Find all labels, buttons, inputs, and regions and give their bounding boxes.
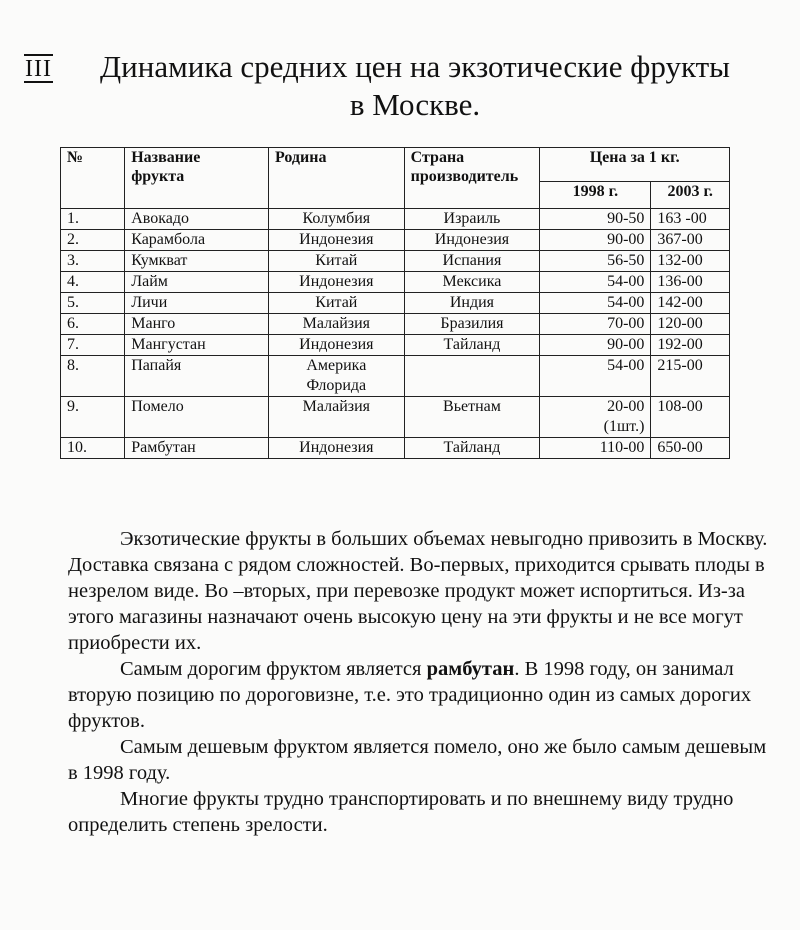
paragraph-2: [68, 656, 778, 734]
cell-number: 8.: [61, 356, 125, 397]
section-number: III: [25, 56, 52, 82]
cell-homeland: Индонезия: [269, 272, 405, 293]
cell-number: 10.: [61, 438, 125, 459]
table-row: [61, 356, 730, 397]
header-producer-country: Страна производитель: [404, 148, 540, 209]
cell-price-1998: 56-50: [540, 251, 651, 272]
cell-producer-country: Тайланд: [404, 335, 540, 356]
table-row: [61, 251, 730, 272]
cell-number: 4.: [61, 272, 125, 293]
table-row: [61, 335, 730, 356]
cell-homeland: Индонезия: [269, 438, 405, 459]
cell-price-2003: 142-00: [651, 293, 730, 314]
paragraph-2-start: Самым дорогим фруктом является: [120, 658, 427, 680]
paragraph-3: Самым дешевым фруктом является помело, оно же было самым дешевым в 1998 году.: [68, 736, 767, 784]
cell-homeland: Малайзия: [269, 397, 405, 438]
cell-homeland: Китай: [269, 293, 405, 314]
cell-producer-country: Мексика: [404, 272, 540, 293]
cell-producer-country: Индонезия: [404, 230, 540, 251]
paragraph-1: Экзотические фрукты в больших объемах невыгодно привозить в Москву. Доставка связана с рядом сложностей. Во-первых, приходится срывать плоды в незрелом виде. Во –вторых, при перевозке продукт может испортиться. Из-за этого магазины назначают очень высокую цену на эти фрукты и не все могут приобрести их.: [68, 528, 768, 654]
cell-price-1998: 110-00: [540, 438, 651, 459]
cell-price-1998: 70-00: [540, 314, 651, 335]
header-fruit-name: Название фрукта: [125, 148, 269, 209]
cell-number: 9.: [61, 397, 125, 438]
cell-price-2003: 108-00: [651, 397, 730, 438]
page-title: [70, 48, 760, 124]
cell-price-2003: 192-00: [651, 335, 730, 356]
header-year-1998: 1998 г.: [540, 182, 651, 209]
header-homeland: Родина: [269, 148, 405, 209]
cell-fruit-name: Рамбутан: [125, 438, 269, 459]
table-header-row: [61, 148, 730, 182]
cell-fruit-name: Авокадо: [125, 209, 269, 230]
cell-homeland: Индонезия: [269, 335, 405, 356]
table-row: [61, 272, 730, 293]
cell-price-2003: 163 -00: [651, 209, 730, 230]
title-line-1: Динамика средних цен на экзотические фрукты: [100, 49, 730, 84]
cell-price-1998: 90-00: [540, 335, 651, 356]
table-row: [61, 209, 730, 230]
cell-fruit-name: Лайм: [125, 272, 269, 293]
cell-price-2003: 367-00: [651, 230, 730, 251]
cell-number: 7.: [61, 335, 125, 356]
table-row: [61, 397, 730, 438]
cell-price-1998: 54-00: [540, 293, 651, 314]
cell-price-1998: 20-00 (1шт.): [540, 397, 651, 438]
cell-homeland: Малайзия: [269, 314, 405, 335]
cell-price-2003: 215-00: [651, 356, 730, 397]
cell-producer-country: [404, 356, 540, 397]
cell-homeland: Индонезия: [269, 230, 405, 251]
header-number: №: [61, 148, 125, 209]
cell-number: 3.: [61, 251, 125, 272]
cell-producer-country: Индия: [404, 293, 540, 314]
cell-producer-country: Бразилия: [404, 314, 540, 335]
cell-price-2003: 132-00: [651, 251, 730, 272]
title-line-2: в Москве.: [349, 87, 481, 122]
table-row: [61, 314, 730, 335]
cell-price-1998: 90-50: [540, 209, 651, 230]
cell-price-2003: 120-00: [651, 314, 730, 335]
cell-price-1998: 90-00: [540, 230, 651, 251]
cell-producer-country: Израиль: [404, 209, 540, 230]
prices-table: [60, 147, 730, 459]
cell-number: 2.: [61, 230, 125, 251]
table-row: [61, 438, 730, 459]
paragraph-2-bold: рамбутан: [426, 658, 515, 680]
cell-fruit-name: Помело: [125, 397, 269, 438]
cell-fruit-name: Карамбола: [125, 230, 269, 251]
cell-fruit-name: Личи: [125, 293, 269, 314]
table-row: [61, 293, 730, 314]
cell-price-2003: 136-00: [651, 272, 730, 293]
cell-homeland: Америка Флорида: [269, 356, 405, 397]
header-price: Цена за 1 кг.: [540, 148, 730, 182]
cell-price-2003: 650-00: [651, 438, 730, 459]
cell-producer-country: Испания: [404, 251, 540, 272]
paragraph-2-end: . В 1998 году, он занимал вторую позицию по дороговизне, т.е. это традиционно один из самых дорогих фруктов.: [68, 658, 752, 732]
cell-fruit-name: Кумкват: [125, 251, 269, 272]
cell-homeland: Китай: [269, 251, 405, 272]
cell-number: 6.: [61, 314, 125, 335]
header-year-2003: 2003 г.: [651, 182, 730, 209]
paragraph-4: Многие фрукты трудно транспортировать и по внешнему виду трудно определить степень зрелости.: [68, 788, 734, 836]
table-row: [61, 230, 730, 251]
cell-fruit-name: Мангустан: [125, 335, 269, 356]
cell-number: 5.: [61, 293, 125, 314]
cell-fruit-name: Манго: [125, 314, 269, 335]
cell-price-1998: 54-00: [540, 272, 651, 293]
cell-number: 1.: [61, 209, 125, 230]
cell-price-1998: 54-00: [540, 356, 651, 397]
body-text: [68, 526, 778, 838]
cell-producer-country: Тайланд: [404, 438, 540, 459]
cell-homeland: Колумбия: [269, 209, 405, 230]
cell-fruit-name: Папайя: [125, 356, 269, 397]
cell-producer-country: Вьетнам: [404, 397, 540, 438]
